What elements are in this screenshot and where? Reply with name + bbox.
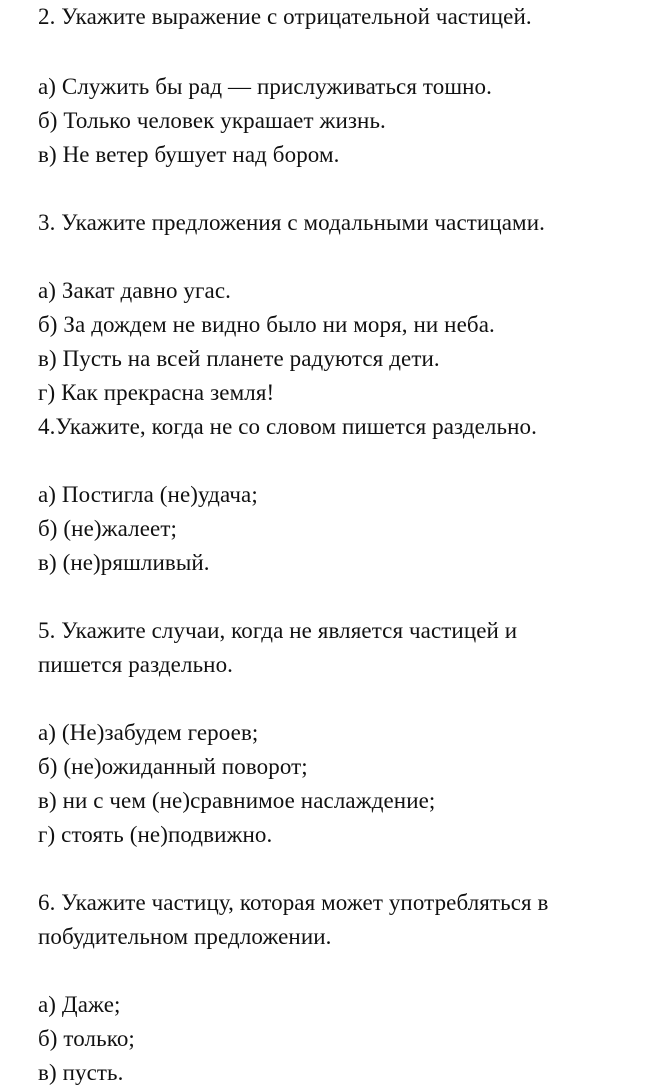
question-4-option-c: в) (не)ряшливый. (38, 550, 210, 575)
question-4-prompt: 4.Укажите, когда не со словом пишется раздельно. (38, 414, 537, 439)
question-4-option-b: б) (не)жалеет; (38, 516, 177, 541)
question-2-prompt: 2. Укажите выражение с отрицательной частицей. (38, 4, 532, 29)
question-2-option-a: а) Служить бы рад — прислуживаться тошно. (38, 74, 493, 99)
question-6-prompt-line-1: 6. Укажите частицу, которая может употребляться в (38, 890, 549, 915)
question-6-option-a: а) Даже; (38, 992, 121, 1017)
question-5-option-a: а) (Не)забудем героев; (38, 720, 259, 745)
question-6-prompt-line-2: побудительном предложении. (38, 924, 332, 949)
question-5-option-c: в) ни с чем (не)сравнимое наслаждение; (38, 788, 436, 813)
question-3-prompt: 3. Укажите предложения с модальными частицами. (38, 210, 545, 235)
question-2-option-b: б) Только человек украшает жизнь. (38, 108, 386, 133)
question-5-option-d: г) стоять (не)подвижно. (38, 822, 273, 847)
question-3-option-c: в) Пусть на всей планете радуются дети. (38, 346, 440, 371)
question-3-option-b: б) За дождем не видно было ни моря, ни неба. (38, 312, 495, 337)
question-5-prompt-line-1: 5. Укажите случаи, когда не является частицей и (38, 618, 518, 643)
question-5-option-b: б) (не)ожиданный поворот; (38, 754, 308, 779)
question-3-option-a: а) Закат давно угас. (38, 278, 232, 303)
question-4-option-a: а) Постигла (не)удача; (38, 482, 258, 507)
question-3-option-d: г) Как прекрасна земля! (38, 380, 275, 405)
question-5-prompt-line-2: пишется раздельно. (38, 652, 234, 677)
question-2-option-c: в) Не ветер бушует над бором. (38, 142, 340, 167)
question-6-option-c: в) пусть. (38, 1060, 124, 1085)
question-6-option-b: б) только; (38, 1026, 135, 1051)
